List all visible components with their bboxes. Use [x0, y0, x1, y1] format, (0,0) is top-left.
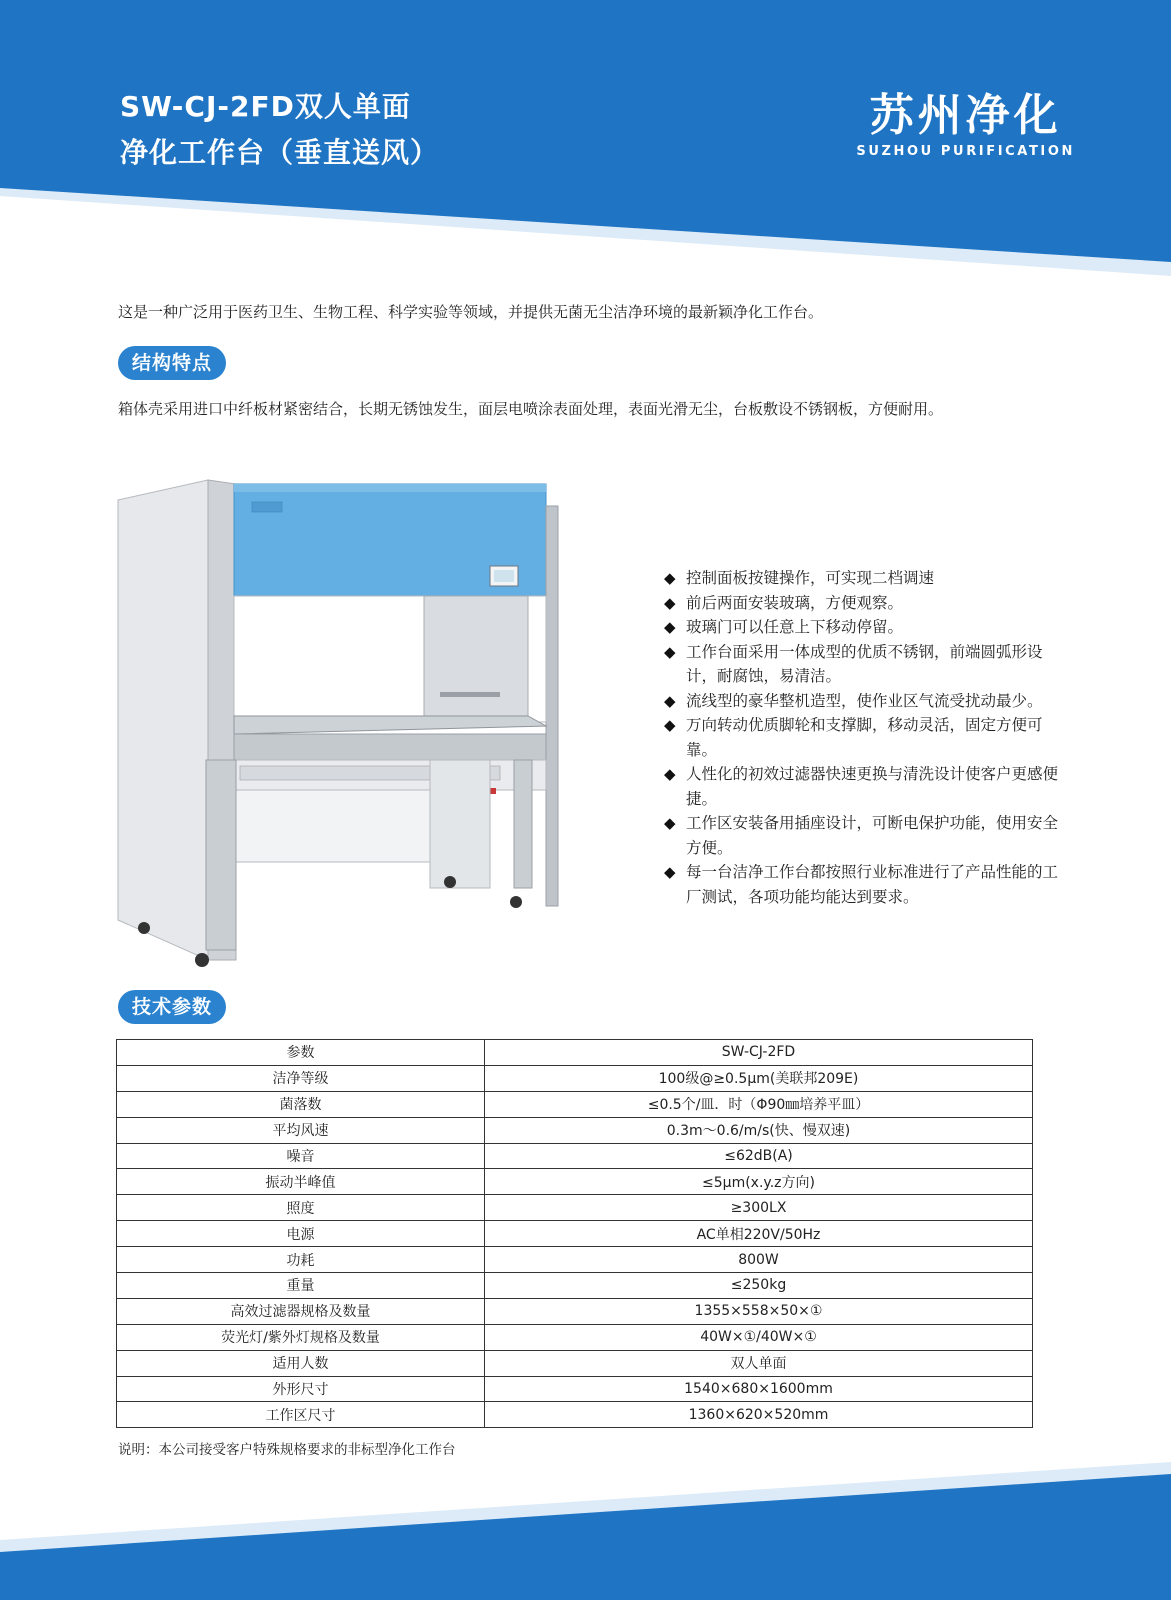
- spec-value: ≤0.5个/皿．时（Φ90㎜培养平皿）: [485, 1091, 1033, 1117]
- spec-label: 参数: [117, 1040, 485, 1066]
- table-row: [117, 1117, 1033, 1143]
- spec-label: 重量: [117, 1273, 485, 1299]
- diamond-bullet-icon: ◆: [664, 593, 676, 612]
- spec-label: 噪音: [117, 1143, 485, 1169]
- spec-label: 平均风速: [117, 1117, 485, 1143]
- spec-value: ≥300LX: [485, 1195, 1033, 1221]
- brand-name-en: SUZHOU PURIFICATION: [856, 144, 1075, 159]
- spec-value: ≤250kg: [485, 1273, 1033, 1299]
- spec-value: 100级@≥0.5μm(美联邦209E): [485, 1065, 1033, 1091]
- table-row: [117, 1324, 1033, 1350]
- diamond-bullet-icon: ◆: [664, 716, 676, 734]
- table-row: [117, 1091, 1033, 1117]
- feature-item: ◆ 工作区安装备用插座设计，可断电保护功能，使用安全方便。: [664, 811, 1064, 860]
- spec-value: SW-CJ-2FD: [485, 1040, 1033, 1066]
- table-row: [117, 1065, 1033, 1091]
- table-row: [117, 1169, 1033, 1195]
- spec-value: AC单相220V/50Hz: [485, 1221, 1033, 1247]
- table-row: [117, 1376, 1033, 1402]
- diamond-bullet-icon: ◆: [664, 618, 676, 636]
- spec-table: [116, 1039, 1033, 1428]
- diamond-bullet-icon: ◆: [664, 642, 676, 661]
- table-row: [117, 1402, 1033, 1428]
- spec-value: 800W: [485, 1247, 1033, 1273]
- table-row: [117, 1350, 1033, 1376]
- intro-text: 这是一种广泛用于医药卫生、生物工程、科学实验等领域，并提供无菌无尘洁净环境的最新颖净化工作台。: [118, 303, 824, 321]
- table-row: [117, 1195, 1033, 1221]
- feature-item: ◆ 前后两面安装玻璃，方便观察。: [664, 591, 1064, 616]
- table-row: [117, 1247, 1033, 1273]
- table-row: [117, 1221, 1033, 1247]
- brand-name-cn: 苏州净化: [869, 90, 1062, 141]
- spec-value: 双人单面: [485, 1350, 1033, 1376]
- feature-item: ◆ 控制面板按键操作，可实现二档调速: [664, 566, 1064, 591]
- diamond-bullet-icon: ◆: [664, 569, 676, 587]
- spec-label: 振动半峰值: [117, 1169, 485, 1195]
- spec-value: 1355×558×50×①: [485, 1298, 1033, 1324]
- page-title: [120, 84, 439, 176]
- diamond-bullet-icon: ◆: [664, 691, 676, 710]
- footnote: 说明：本公司接受客户特殊规格要求的非标型净化工作台: [118, 1442, 456, 1458]
- feature-item: ◆ 每一台洁净工作台都按照行业标准进行了产品性能的工厂测试，各项功能均能达到要求。: [664, 860, 1064, 909]
- spec-value: 1360×620×520mm: [485, 1402, 1033, 1428]
- diamond-bullet-icon: ◆: [664, 765, 676, 783]
- spec-value: ≤62dB(A): [485, 1143, 1033, 1169]
- spec-label: 菌落数: [117, 1091, 485, 1117]
- spec-label: 适用人数: [117, 1350, 485, 1376]
- spec-value: 40W×①/40W×①: [485, 1324, 1033, 1350]
- spec-label: 照度: [117, 1195, 485, 1221]
- spec-label: 功耗: [117, 1247, 485, 1273]
- specs-heading: 技术参数: [118, 990, 226, 1024]
- clean-bench-illustration: [110, 470, 560, 980]
- spec-value: 0.3m～0.6/m/s(快、慢双速): [485, 1117, 1033, 1143]
- spec-value: ≤5μm(x.y.z方向): [485, 1169, 1033, 1195]
- spec-label: 工作区尺寸: [117, 1402, 485, 1428]
- structure-heading: 结构特点: [118, 346, 226, 380]
- spec-label: 洁净等级: [117, 1065, 485, 1091]
- feature-item: ◆ 流线型的豪华整机造型，使作业区气流受扰动最少。: [664, 689, 1064, 714]
- spec-label: 电源: [117, 1221, 485, 1247]
- title-line-2: 净化工作台（垂直送风）: [120, 136, 440, 169]
- feature-item: ◆ 万向转动优质脚轮和支撑脚，移动灵活，固定方便可靠。: [664, 713, 1064, 762]
- diamond-bullet-icon: ◆: [664, 814, 676, 832]
- spec-label: 外形尺寸: [117, 1376, 485, 1402]
- feature-item: ◆ 玻璃门可以任意上下移动停留。: [664, 615, 1064, 640]
- spec-value: 1540×680×1600mm: [485, 1376, 1033, 1402]
- feature-list: [664, 566, 1064, 909]
- diamond-bullet-icon: ◆: [664, 863, 676, 881]
- feature-item: ◆ 人性化的初效过滤器快速更换与清洗设计使客户更感便捷。: [664, 762, 1064, 811]
- structure-text: 箱体壳采用进口中纤板材紧密结合，长期无锈蚀发生，面层电喷涂表面处理，表面光滑无尘，台板敷设不锈钢板，方便耐用。: [118, 400, 944, 418]
- feature-item: ◆ 工作台面采用一体成型的优质不锈钢，前端圆弧形设计，耐腐蚀，易清洁。: [664, 640, 1064, 689]
- table-row: [117, 1040, 1033, 1066]
- spec-label: 高效过滤器规格及数量: [117, 1298, 485, 1324]
- table-row: [117, 1273, 1033, 1299]
- table-row: [117, 1143, 1033, 1169]
- table-row: [117, 1298, 1033, 1324]
- brand-logo: [856, 90, 1075, 159]
- spec-label: 荧光灯/紫外灯规格及数量: [117, 1324, 485, 1350]
- title-line-1: SW-CJ-2FD双人单面: [120, 90, 411, 123]
